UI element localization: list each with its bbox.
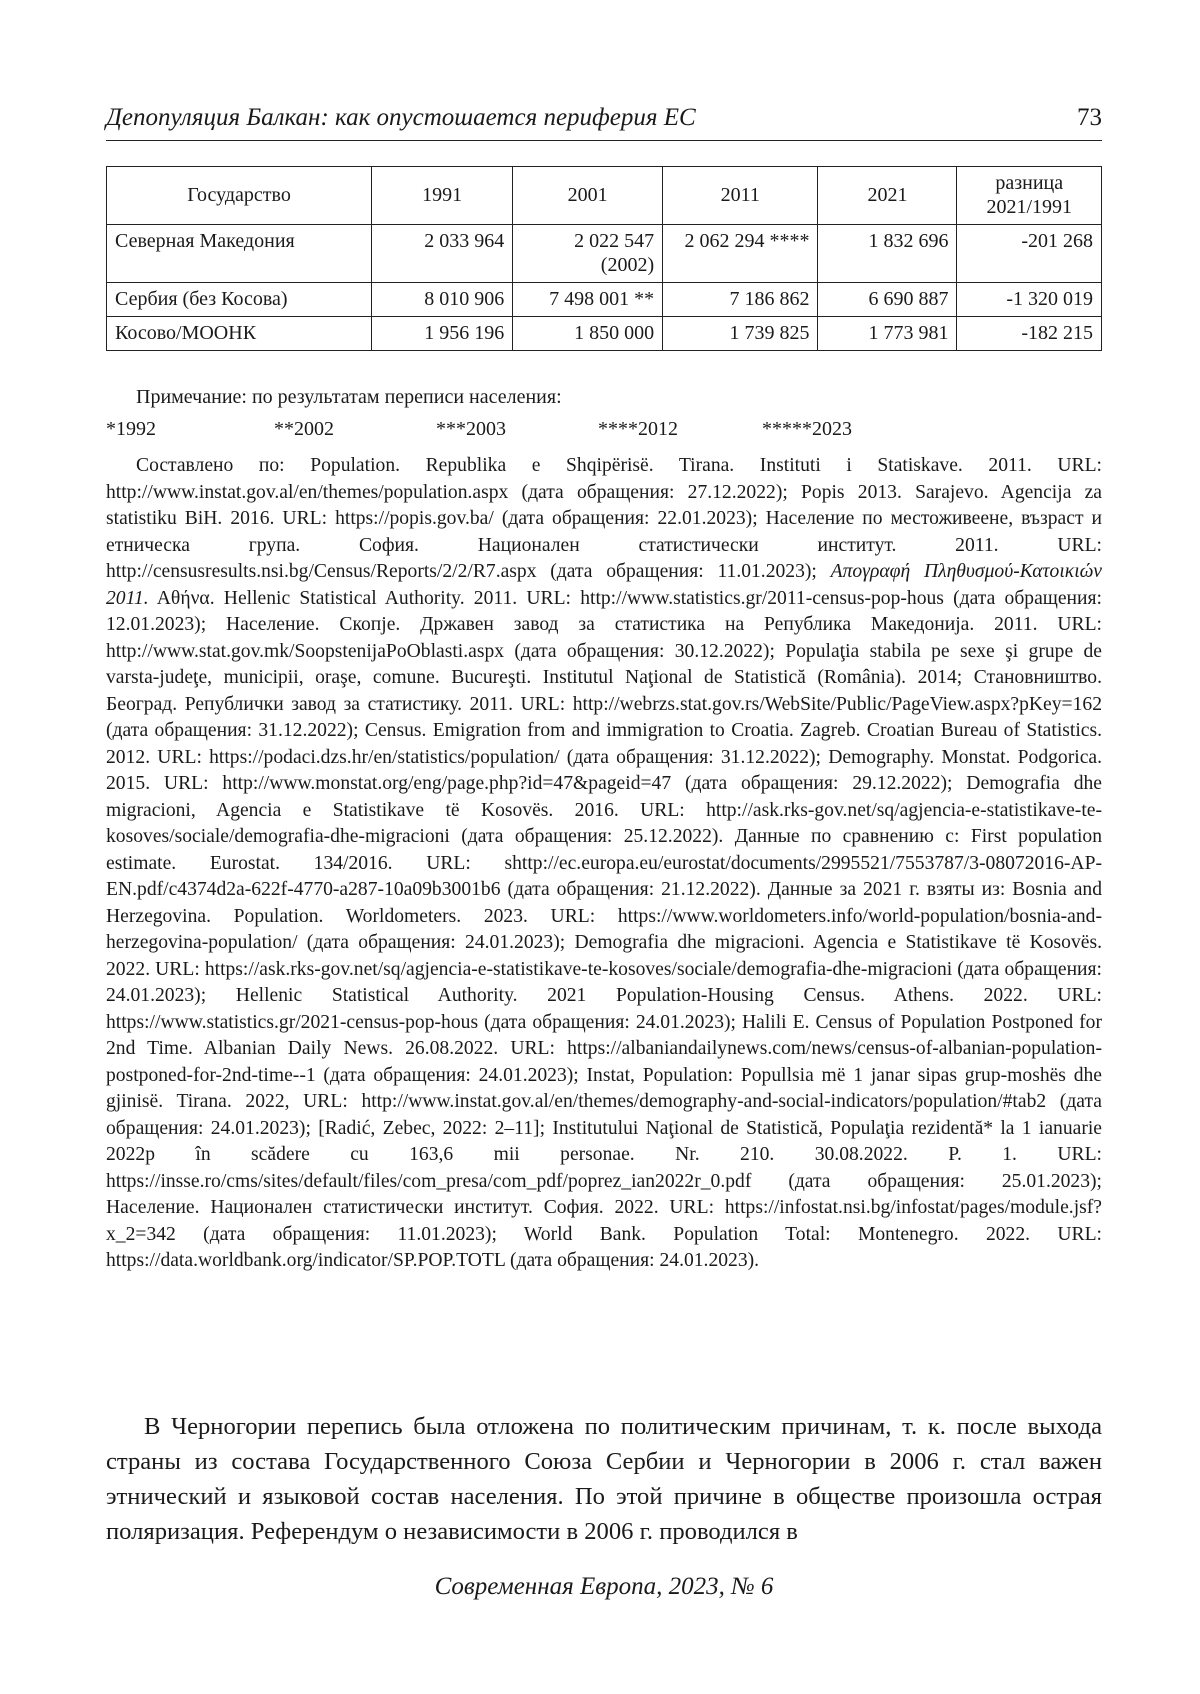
census-table <box>106 166 1102 351</box>
column-header: 2011 <box>663 167 818 225</box>
table-cell: 2 062 294 **** <box>663 225 818 283</box>
column-header: Государство <box>107 167 372 225</box>
note-year: *1992 <box>106 418 156 440</box>
table-cell: 1 832 696 <box>818 225 957 283</box>
sources-paragraph <box>106 453 1102 1275</box>
running-footer: Современная Европа, 2023, № 6 <box>434 1573 774 1600</box>
column-header: разница 2021/1991 <box>957 167 1102 225</box>
sources-text: Составлено по: Population. Republika e Shqipërisë. Tirana. Instituti i Statiskave. 2011. URL: http://www.instat.gov.al/en/themes/population.aspx (дата обращения: 27.12.2022); Popis 2013. Sarajevo. Agencija za statistiku BiH. 2016. URL: https://popis.gov.ba/ (дата обращения: 22.01.2023); Население по местоживеене, възраст и етническа група. София. Национален статистически институт. 2011. URL: http://censusresults.nsi.bg/Census/Reports/2/2/R7.aspx (дата обращения: 11.01.2023); <box>106 455 1102 582</box>
running-header-title: Депопуляция Балкан: как опустошается периферия ЕС <box>106 104 696 131</box>
table-header-row <box>107 167 1102 225</box>
table-note: Примечание: по результатам переписи населения: <box>136 386 562 408</box>
table-cell: -1 320 019 <box>957 283 1102 317</box>
sources-italic-title: Απογραφή Πληθυσμού-Κατοικιών 2011. <box>106 561 1102 609</box>
body-paragraph: В Черногории перепись была отложена по политическим причинам, т. к. после выхода страны из состава Государственного Союза Сербии и Черногории в 2006 г. стал важен этнический и языковой состав населения. По этой причине в обществе произошла острая поляризация. Референдум о независимости в 2006 г. проводился в <box>106 1413 1102 1545</box>
table-cell: 1 850 000 <box>513 317 663 351</box>
running-header <box>106 104 1102 141</box>
table-cell: 6 690 887 <box>818 283 957 317</box>
journal-page <box>106 0 1102 1694</box>
table-cell: Северная Македония <box>107 225 372 283</box>
table-cell: 7 186 862 <box>663 283 818 317</box>
column-header: 2001 <box>513 167 663 225</box>
table-cell: 1 956 196 <box>372 317 513 351</box>
table-cell: Косово/МООНК <box>107 317 372 351</box>
table-row <box>107 225 1102 283</box>
table-row <box>107 283 1102 317</box>
table-cell: -201 268 <box>957 225 1102 283</box>
table-cell: 2 033 964 <box>372 225 513 283</box>
column-header: 1991 <box>372 167 513 225</box>
note-year: **2002 <box>274 418 334 440</box>
table-cell: 2 022 547 (2002) <box>513 225 663 283</box>
table-cell: 7 498 001 ** <box>513 283 663 317</box>
note-year: *****2023 <box>762 418 852 440</box>
sources-text: Αθήνα. Hellenic Statistical Authority. 2011. URL: http://www.statistics.gr/2011-census-pop-hous (дата обращения: 12.01.2023); Население. Скопје. Државен завод за статистика на Република Македонија. 2011. URL: http://www.stat.gov.mk/SoopstenijaPoOblasti.aspx (дата обращения: 30.12.2022); Populaţia stabila pe sexe şi grupe de varsta-judeţe, municipii, oraşe, comune. Bucureşti. Institutul Naţional de Statistică (România). 2014; Становништво. Београд. Републички завод за статистику. 2011. URL: http://webrzs.stat.gov.rs/WebSite/Public/PageView.aspx?pKey=162 (дата обращения: 31.12.2022); Census. Emigration from and immigration to Croatia. Zagreb. Croatian Bureau of Statistics. 2012. URL: https://podaci.dzs.hr/en/statistics/population/ (дата обращения: 31.12.2022); Demography. Monstat. Podgorica. 2015. URL: http://www.monstat.org/eng/page.php?id=47&pageid=47 (дата обращения: 29.12.2022); Demografia dhe migracioni, Agencia e Statistikave të Kosovës. 2016. URL: http://ask.rks-gov.net/sq/agjencia-e-statistikave-te-kosoves/sociale/demografia-dhe-migracioni (дата обращения: 25.12.2022). Данные по сравнению с: First population estimate. Eurostat. 134/2016. URL: shttp://ec.europa.eu/eurostat/documents/2995521/7553787/3-08072016-AP-EN.pdf/c4374d2a-622f-4770-a287-10a09b3001b6 (дата обращения: 21.12.2022). Данные за 2021 г. взяты из: Bosnia and Herzegovina. Population. Worldometers. 2023. URL: https://www.worldometers.info/world-population/bosnia-and-herzegovina-population/ (дата обращения: 24.01.2023); Demografia dhe migracioni. Agencia e Statistikave të Kosovës. 2022. URL: https://ask.rks-gov.net/sq/agjencia-e-statistikave-te-kosoves/sociale/demografia-dhe-migracioni (дата обращения: 24.01.2023); Hellenic Statistical Authority. 2021 Population-Housing Census. Athens. 2022. URL: https://www.statistics.gr/2021-census-pop-hous (дата обращения: 24.01.2023); Halili E. Census of Population Postponed for 2nd Time. Albanian Daily News. 26.08.2022. URL: https://albaniandailynews.com/news/census-of-albanian-population-postponed-for-2nd-time--1 (дата обращения: 24.01.2023); Instat, Population: Popullsia më 1 janar sipas grup-moshës dhe gjinisë. Tirana. 2022, URL: http://www.instat.gov.al/en/themes/demography-and-social-indicators/population/#tab2 (дата обращения: 24.01.2023); [Radić, Zebec, 2022: 2–11]; Institutului Naţional de Statistică, Populaţia rezidentă* la 1 ianuarie 2022p în scădere cu 163,6 mii personae. Nr. 210. 30.08.2022. P. 1. URL: https://insse.ro/cms/sites/default/files/com_presa/com_pdf/poprez_ian2022r_0.pdf (дата обращения: 25.01.2023); Население. Национален статистически институт. София. 2022. URL: https://infostat.nsi.bg/infostat/pages/module.jsf?x_2=342 (дата обращения: 11.01.2023); World Bank. Population Total: Montenegro. 2022. URL: https://data.worldbank.org/indicator/SP.POP.TOTL (дата обращения: 24.01.2023). <box>106 587 1102 1271</box>
page-number: 73 <box>1077 104 1102 131</box>
table-cell: 8 010 906 <box>372 283 513 317</box>
table-cell: 1 773 981 <box>818 317 957 351</box>
table-cell: -182 215 <box>957 317 1102 351</box>
note-year: ***2003 <box>436 418 506 440</box>
note-year: ****2012 <box>598 418 678 440</box>
table-row <box>107 317 1102 351</box>
table-cell: Сербия (без Косова) <box>107 283 372 317</box>
column-header: 2021 <box>818 167 957 225</box>
table-cell: 1 739 825 <box>663 317 818 351</box>
